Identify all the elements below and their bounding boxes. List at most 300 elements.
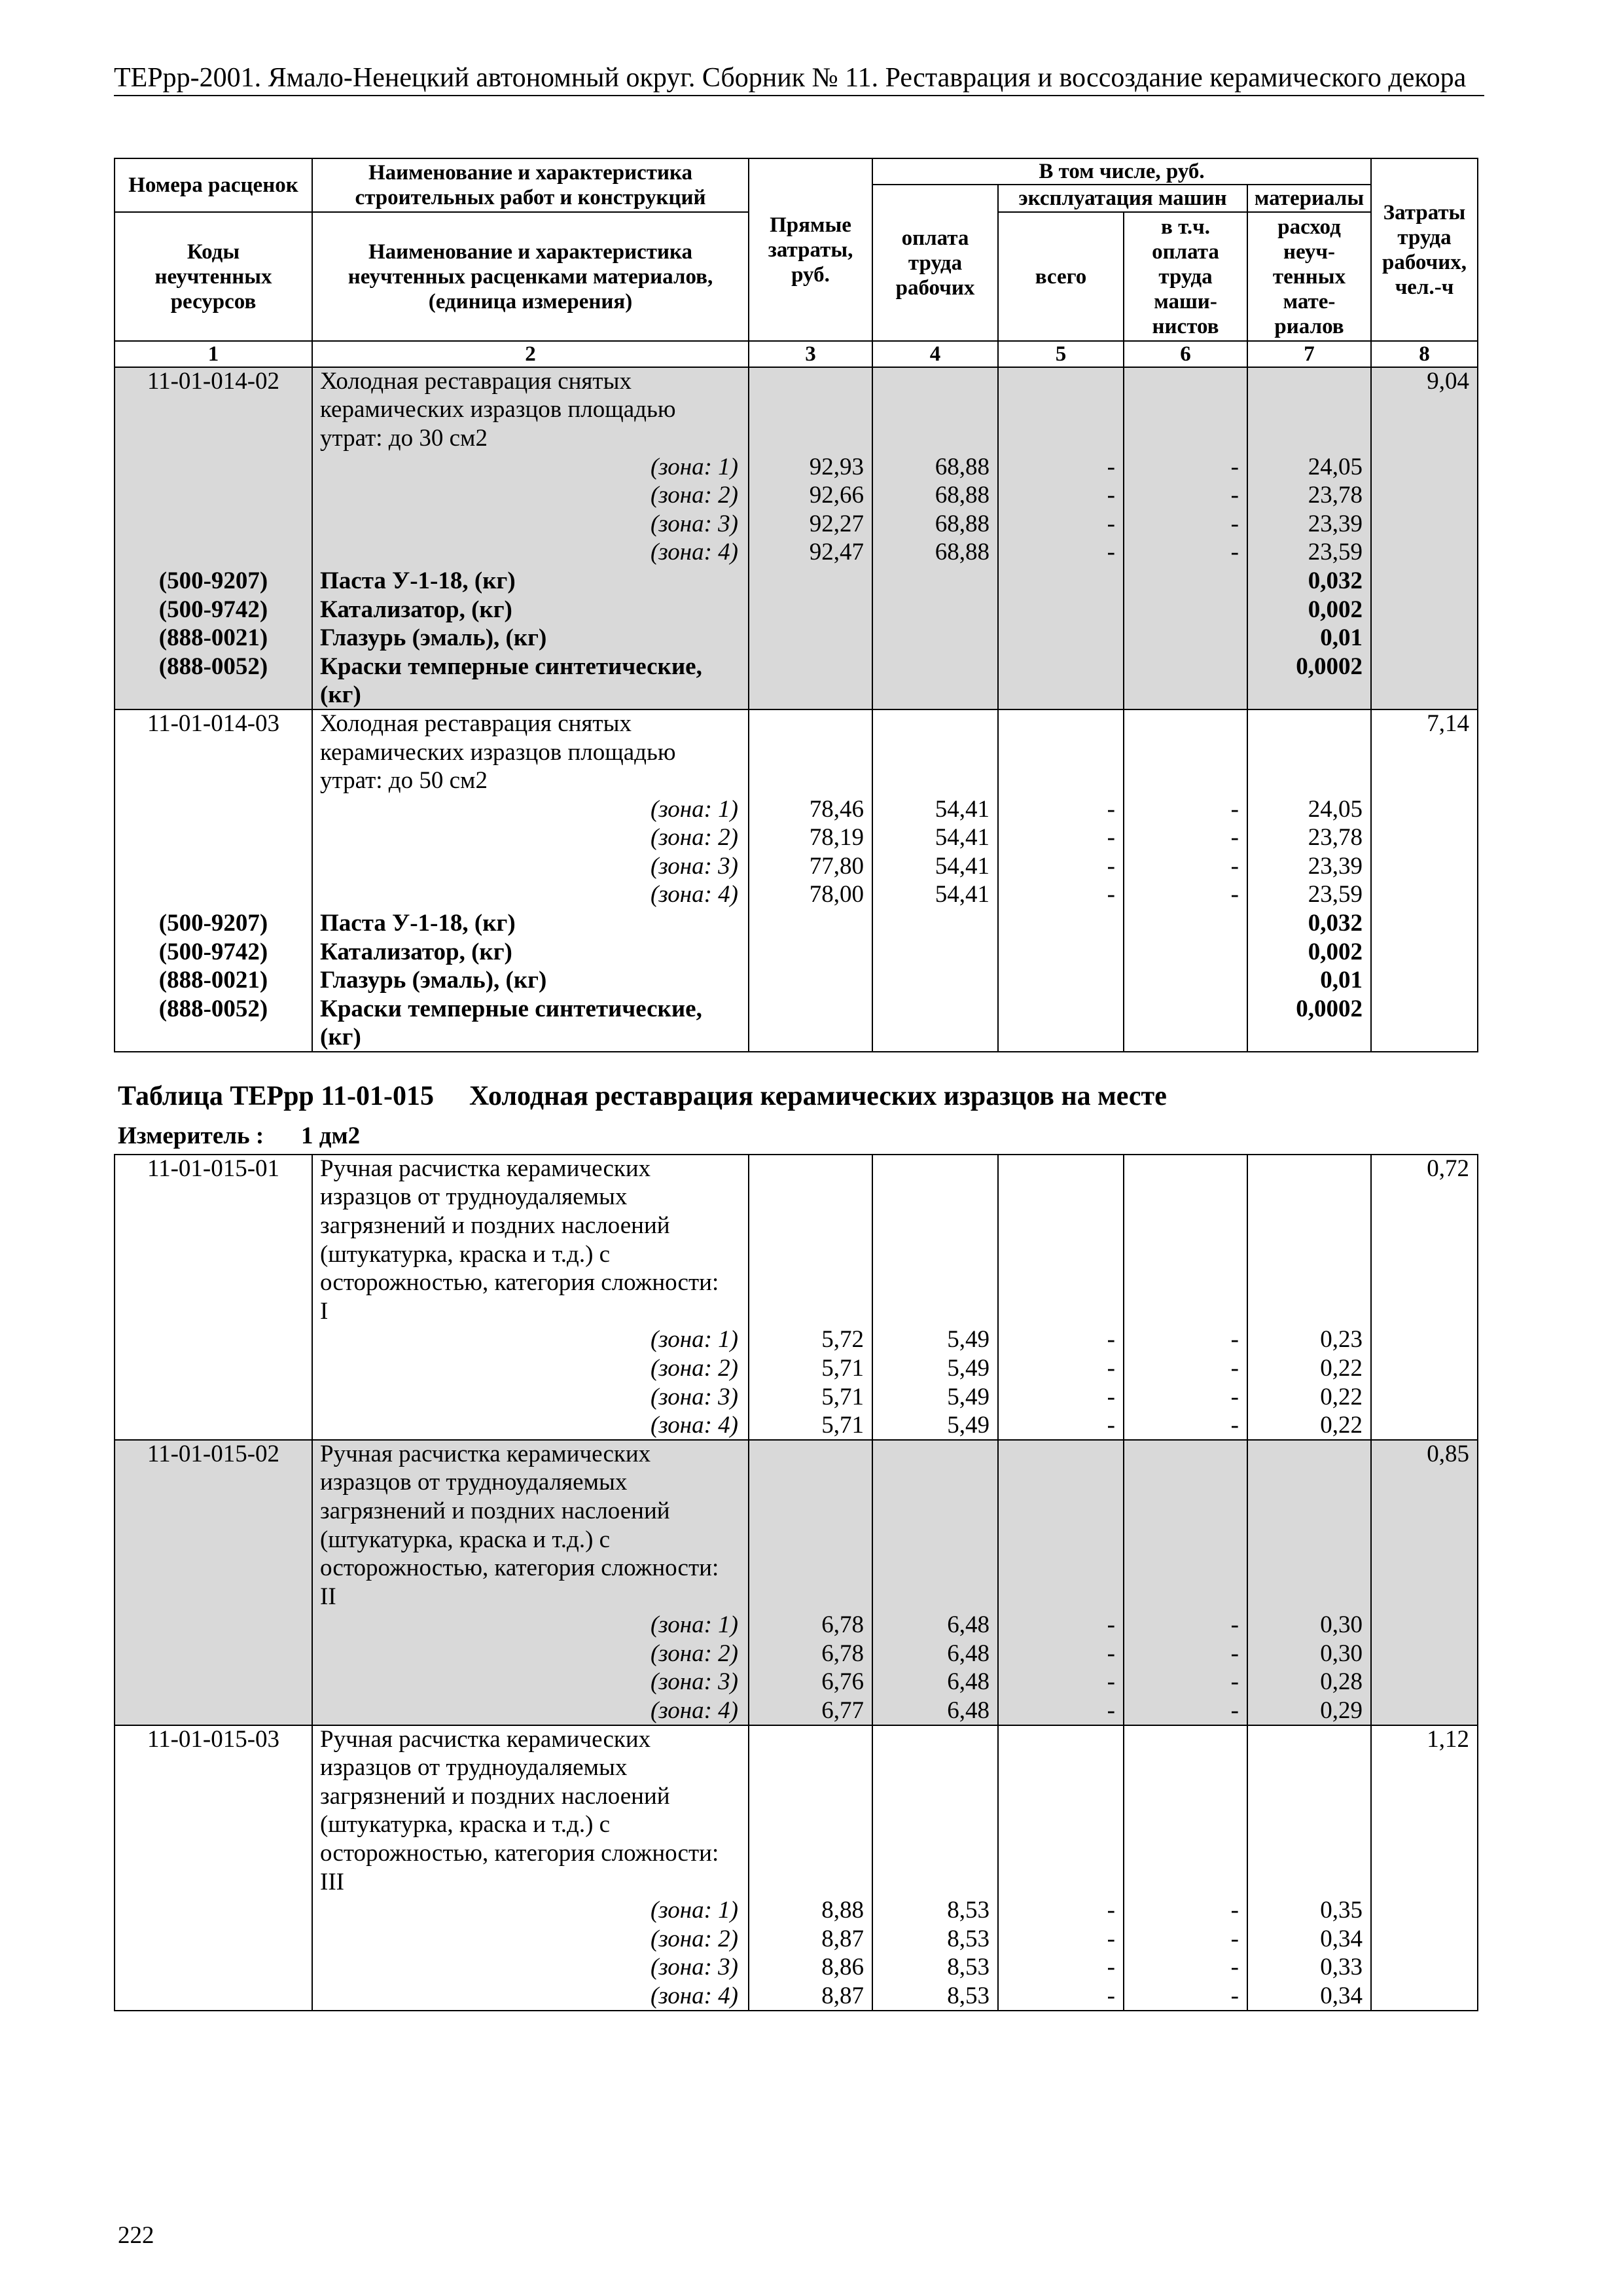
empty-cell	[115, 1753, 312, 1782]
empty-cell	[1371, 596, 1478, 624]
rate-code: 11-01-014-03	[115, 709, 312, 738]
column-number: 3	[749, 341, 872, 367]
materials-cost: 0,28	[1247, 1668, 1371, 1697]
rate-line	[115, 1268, 1478, 1297]
rate-line	[115, 1411, 1478, 1440]
empty-cell	[1247, 1297, 1371, 1326]
empty-cell	[998, 653, 1124, 681]
empty-cell	[749, 1211, 872, 1240]
worker-wages: 68,88	[872, 539, 998, 567]
machinist-wages: -	[1124, 1411, 1247, 1440]
empty-cell	[998, 596, 1124, 624]
zone-label: (зона: 2)	[312, 824, 749, 853]
rate-line	[115, 1896, 1478, 1925]
measure-value: 1 дм2	[301, 1122, 361, 1149]
worker-wages: 5,49	[872, 1411, 998, 1440]
empty-cell	[115, 1526, 312, 1554]
empty-cell	[1247, 1183, 1371, 1212]
labor-cost: 1,12	[1371, 1725, 1478, 1754]
machinist-wages: -	[1124, 453, 1247, 482]
empty-cell	[115, 1183, 312, 1212]
table-title	[118, 1080, 1167, 1113]
empty-cell	[1124, 1211, 1247, 1240]
resource-name: Глазурь (эмаль), (кг)	[312, 624, 749, 653]
rate-line	[115, 1354, 1478, 1383]
empty-cell	[115, 1326, 312, 1355]
rates-table-11-01-014	[114, 158, 1478, 1052]
work-description: изразцов от трудноудаляемых	[312, 1469, 749, 1498]
work-description: осторожностью, категория сложности:	[312, 1268, 749, 1297]
machine-costs: -	[998, 1383, 1124, 1412]
empty-cell	[998, 1753, 1124, 1782]
empty-cell	[1371, 1811, 1478, 1840]
empty-cell	[1371, 539, 1478, 567]
work-description: изразцов от трудноудаляемых	[312, 1753, 749, 1782]
resource-code: (500-9742)	[115, 596, 312, 624]
empty-cell	[749, 681, 872, 710]
empty-cell	[998, 1839, 1124, 1868]
resource-amount: 0,01	[1247, 966, 1371, 995]
empty-cell	[1247, 1526, 1371, 1554]
rate-line	[115, 995, 1478, 1024]
empty-cell	[1371, 1411, 1478, 1440]
machine-costs: -	[998, 1696, 1124, 1725]
machine-costs: -	[998, 881, 1124, 910]
direct-costs: 92,93	[749, 453, 872, 482]
empty-cell	[115, 1782, 312, 1811]
machinist-wages: -	[1124, 1896, 1247, 1925]
machinist-wages: -	[1124, 1383, 1247, 1412]
empty-cell	[1124, 1839, 1247, 1868]
rate-line	[115, 1497, 1478, 1526]
empty-cell	[749, 1839, 872, 1868]
empty-cell	[1371, 966, 1478, 995]
empty-cell	[998, 966, 1124, 995]
empty-cell	[872, 1024, 998, 1052]
table-title-code: Таблица ТЕРрр 11-01-015	[118, 1081, 434, 1111]
direct-costs: 5,72	[749, 1326, 872, 1355]
table-header	[115, 158, 1478, 367]
empty-cell	[115, 1240, 312, 1269]
empty-cell	[872, 396, 998, 425]
header-resource-codes: Коды неучтенных ресурсов	[115, 212, 312, 341]
machinist-wages: -	[1124, 1696, 1247, 1725]
measure-unit	[118, 1122, 360, 1151]
empty-cell	[872, 1211, 998, 1240]
rate-line	[115, 1668, 1478, 1697]
empty-cell	[115, 1411, 312, 1440]
machinist-wages: -	[1124, 795, 1247, 824]
empty-cell	[998, 1211, 1124, 1240]
empty-cell	[1371, 1383, 1478, 1412]
resource-code: (888-0052)	[115, 653, 312, 681]
work-description: керамических изразцов площадью	[312, 396, 749, 425]
empty-cell	[1124, 1782, 1247, 1811]
empty-cell	[749, 738, 872, 767]
work-description: (штукатурка, краска и т.д.) с	[312, 1240, 749, 1269]
empty-cell	[749, 909, 872, 938]
machinist-wages: -	[1124, 1640, 1247, 1668]
empty-cell	[749, 424, 872, 453]
rate-line	[115, 795, 1478, 824]
machine-costs: -	[998, 510, 1124, 539]
work-description: Холодная реставрация снятых	[312, 367, 749, 396]
resource-code: (500-9207)	[115, 567, 312, 596]
empty-cell	[1247, 396, 1371, 425]
empty-cell	[872, 1753, 998, 1782]
empty-cell	[749, 1811, 872, 1840]
empty-cell	[998, 1155, 1124, 1183]
header-work-name: Наименование и характеристика строительных работ и конструкций	[312, 158, 749, 212]
empty-cell	[115, 481, 312, 510]
page-number: 222	[118, 2222, 154, 2249]
resource-code: (500-9207)	[115, 909, 312, 938]
materials-cost: 23,59	[1247, 881, 1371, 910]
work-description: утрат: до 50 см2	[312, 766, 749, 795]
empty-cell	[998, 709, 1124, 738]
empty-cell	[115, 1297, 312, 1326]
materials-cost: 0,30	[1247, 1640, 1371, 1668]
empty-cell	[1371, 852, 1478, 881]
machine-costs: -	[998, 1611, 1124, 1640]
empty-cell	[998, 1868, 1124, 1897]
empty-cell	[872, 367, 998, 396]
empty-cell	[1124, 1725, 1247, 1754]
empty-cell	[1247, 1155, 1371, 1183]
empty-cell	[1124, 766, 1247, 795]
materials-cost: 23,59	[1247, 539, 1371, 567]
empty-cell	[1124, 424, 1247, 453]
empty-cell	[749, 1583, 872, 1611]
empty-cell	[1247, 424, 1371, 453]
resource-code: (888-0021)	[115, 966, 312, 995]
materials-cost: 23,39	[1247, 852, 1371, 881]
zone-label: (зона: 4)	[312, 1982, 749, 2011]
rates-table-11-01-015	[114, 1154, 1478, 2011]
work-description: загрязнений и поздних наслоений	[312, 1497, 749, 1526]
materials-cost: 0,23	[1247, 1326, 1371, 1355]
empty-cell	[115, 396, 312, 425]
empty-cell	[1124, 1297, 1247, 1326]
materials-cost: 0,33	[1247, 1954, 1371, 1982]
empty-cell	[998, 424, 1124, 453]
rate-block	[115, 1725, 1478, 2011]
work-description: утрат: до 30 см2	[312, 424, 749, 453]
empty-cell	[749, 1183, 872, 1212]
labor-cost: 7,14	[1371, 709, 1478, 738]
machinist-wages: -	[1124, 1668, 1247, 1697]
empty-cell	[1124, 681, 1247, 710]
machine-costs: -	[998, 1326, 1124, 1355]
machine-costs: -	[998, 1982, 1124, 2011]
rate-line	[115, 1526, 1478, 1554]
rate-line	[115, 1839, 1478, 1868]
empty-cell	[1371, 481, 1478, 510]
empty-cell	[872, 1839, 998, 1868]
empty-cell	[1371, 453, 1478, 482]
worker-wages: 68,88	[872, 453, 998, 482]
rate-line	[115, 681, 1478, 710]
worker-wages: 8,53	[872, 1896, 998, 1925]
empty-cell	[115, 1839, 312, 1868]
empty-cell	[1371, 653, 1478, 681]
empty-cell	[1371, 1297, 1478, 1326]
machinist-wages: -	[1124, 881, 1247, 910]
empty-cell	[115, 1024, 312, 1052]
empty-cell	[998, 738, 1124, 767]
zone-label: (зона: 1)	[312, 1896, 749, 1925]
worker-wages: 6,48	[872, 1640, 998, 1668]
empty-cell	[1247, 1725, 1371, 1754]
empty-cell	[998, 681, 1124, 710]
empty-cell	[1371, 1024, 1478, 1052]
zone-label: (зона: 3)	[312, 1668, 749, 1697]
empty-cell	[1124, 1526, 1247, 1554]
resource-name: Краски темперные синтетические,	[312, 653, 749, 681]
resource-name: Паста У-1-18, (кг)	[312, 909, 749, 938]
empty-cell	[1371, 396, 1478, 425]
header-machine-total: всего	[998, 212, 1124, 341]
materials-cost: 0,34	[1247, 1982, 1371, 2011]
empty-cell	[115, 1954, 312, 1982]
zone-label: (зона: 1)	[312, 795, 749, 824]
empty-cell	[1247, 1868, 1371, 1897]
empty-cell	[749, 1868, 872, 1897]
empty-cell	[1124, 596, 1247, 624]
column-number: 8	[1371, 341, 1478, 367]
worker-wages: 68,88	[872, 510, 998, 539]
rate-line	[115, 481, 1478, 510]
materials-cost: 0,29	[1247, 1696, 1371, 1725]
machinist-wages: -	[1124, 1982, 1247, 2011]
worker-wages: 54,41	[872, 795, 998, 824]
rate-line	[115, 510, 1478, 539]
empty-cell	[1247, 1497, 1371, 1526]
empty-cell	[1371, 938, 1478, 967]
rate-line	[115, 424, 1478, 453]
worker-wages: 54,41	[872, 824, 998, 853]
empty-cell	[872, 909, 998, 938]
empty-cell	[749, 1155, 872, 1183]
resource-name: (кг)	[312, 1024, 749, 1052]
machinist-wages: -	[1124, 1354, 1247, 1383]
empty-cell	[115, 795, 312, 824]
empty-cell	[1247, 1024, 1371, 1052]
empty-cell	[872, 1297, 998, 1326]
rate-block	[115, 367, 1478, 709]
resource-code: (500-9742)	[115, 938, 312, 967]
materials-cost: 0,22	[1247, 1354, 1371, 1383]
empty-cell	[1371, 681, 1478, 710]
empty-cell	[1124, 1268, 1247, 1297]
direct-costs: 6,76	[749, 1668, 872, 1697]
direct-costs: 92,47	[749, 539, 872, 567]
empty-cell	[872, 624, 998, 653]
rate-line	[115, 1297, 1478, 1326]
empty-cell	[115, 1868, 312, 1897]
zone-label: (зона: 3)	[312, 510, 749, 539]
direct-costs: 6,78	[749, 1640, 872, 1668]
machinist-wages: -	[1124, 852, 1247, 881]
empty-cell	[1124, 396, 1247, 425]
worker-wages: 54,41	[872, 881, 998, 910]
zone-label: (зона: 4)	[312, 539, 749, 567]
rate-line	[115, 1240, 1478, 1269]
empty-cell	[998, 909, 1124, 938]
empty-cell	[872, 1868, 998, 1897]
machine-costs: -	[998, 1668, 1124, 1697]
empty-cell	[1371, 1839, 1478, 1868]
empty-cell	[115, 738, 312, 767]
empty-cell	[1371, 1668, 1478, 1697]
work-description: Холодная реставрация снятых	[312, 709, 749, 738]
empty-cell	[1247, 1211, 1371, 1240]
resource-amount: 0,032	[1247, 909, 1371, 938]
direct-costs: 8,87	[749, 1982, 872, 2011]
resource-name: Краски темперные синтетические,	[312, 995, 749, 1024]
empty-cell	[1124, 995, 1247, 1024]
resource-name: Паста У-1-18, (кг)	[312, 567, 749, 596]
empty-cell	[749, 567, 872, 596]
empty-cell	[749, 1440, 872, 1469]
machine-costs: -	[998, 1640, 1124, 1668]
header-worker-wages: оплата труда рабочих	[872, 185, 998, 341]
empty-cell	[998, 367, 1124, 396]
rate-line	[115, 881, 1478, 910]
machine-costs: -	[998, 1411, 1124, 1440]
empty-cell	[1247, 709, 1371, 738]
empty-cell	[998, 1583, 1124, 1611]
rate-code: 11-01-015-03	[115, 1725, 312, 1754]
empty-cell	[1124, 367, 1247, 396]
empty-cell	[998, 995, 1124, 1024]
empty-cell	[115, 424, 312, 453]
direct-costs: 92,66	[749, 481, 872, 510]
empty-cell	[115, 1696, 312, 1725]
work-description: Ручная расчистка керамических	[312, 1440, 749, 1469]
zone-label: (зона: 1)	[312, 1326, 749, 1355]
empty-cell	[1371, 624, 1478, 653]
rate-line	[115, 709, 1478, 738]
empty-cell	[1371, 995, 1478, 1024]
empty-cell	[1371, 1326, 1478, 1355]
zone-label: (зона: 1)	[312, 453, 749, 482]
worker-wages: 6,48	[872, 1668, 998, 1697]
direct-costs: 5,71	[749, 1383, 872, 1412]
empty-cell	[1247, 1268, 1371, 1297]
empty-cell	[998, 1440, 1124, 1469]
empty-cell	[115, 1583, 312, 1611]
empty-cell	[1124, 966, 1247, 995]
worker-wages: 8,53	[872, 1925, 998, 1954]
zone-label: (зона: 2)	[312, 1925, 749, 1954]
rate-line	[115, 1696, 1478, 1725]
rate-code: 11-01-015-01	[115, 1155, 312, 1183]
zone-label: (зона: 3)	[312, 1954, 749, 1982]
empty-cell	[1124, 1440, 1247, 1469]
machine-costs: -	[998, 795, 1124, 824]
empty-cell	[749, 1297, 872, 1326]
empty-cell	[1247, 738, 1371, 767]
empty-cell	[1247, 1753, 1371, 1782]
empty-cell	[872, 567, 998, 596]
empty-cell	[749, 596, 872, 624]
empty-cell	[749, 1469, 872, 1498]
empty-cell	[872, 709, 998, 738]
worker-wages: 8,53	[872, 1982, 998, 2011]
column-number: 7	[1247, 341, 1371, 367]
empty-cell	[1247, 1839, 1371, 1868]
empty-cell	[998, 938, 1124, 967]
empty-cell	[998, 766, 1124, 795]
rate-line	[115, 1583, 1478, 1611]
empty-cell	[749, 1782, 872, 1811]
empty-cell	[749, 367, 872, 396]
empty-cell	[1371, 1211, 1478, 1240]
resource-code: (888-0021)	[115, 624, 312, 653]
worker-wages: 5,49	[872, 1326, 998, 1355]
resource-amount: 0,002	[1247, 596, 1371, 624]
empty-cell	[115, 1211, 312, 1240]
worker-wages: 68,88	[872, 481, 998, 510]
empty-cell	[749, 1554, 872, 1583]
rate-line	[115, 1554, 1478, 1583]
direct-costs: 6,77	[749, 1696, 872, 1725]
empty-cell	[749, 766, 872, 795]
empty-cell	[1247, 1811, 1371, 1840]
machine-costs: -	[998, 481, 1124, 510]
empty-cell	[749, 653, 872, 681]
empty-cell	[1371, 1554, 1478, 1583]
machine-costs: -	[998, 824, 1124, 853]
work-description: загрязнений и поздних наслоений	[312, 1782, 749, 1811]
empty-cell	[1371, 510, 1478, 539]
rate-line	[115, 1753, 1478, 1782]
rate-line	[115, 1782, 1478, 1811]
empty-cell	[115, 766, 312, 795]
empty-cell	[749, 1725, 872, 1754]
resource-name: Катализатор, (кг)	[312, 596, 749, 624]
rate-line	[115, 1183, 1478, 1212]
empty-cell	[115, 453, 312, 482]
empty-cell	[998, 1469, 1124, 1498]
empty-cell	[1371, 1925, 1478, 1954]
rate-line	[115, 539, 1478, 567]
work-description: II	[312, 1583, 749, 1611]
empty-cell	[115, 1383, 312, 1412]
work-description: III	[312, 1868, 749, 1897]
empty-cell	[1371, 1896, 1478, 1925]
empty-cell	[115, 852, 312, 881]
empty-cell	[749, 995, 872, 1024]
table-title-name: Холодная реставрация керамических изразцов на месте	[469, 1081, 1167, 1111]
empty-cell	[1124, 1554, 1247, 1583]
empty-cell	[998, 396, 1124, 425]
empty-cell	[1371, 766, 1478, 795]
work-description: (штукатурка, краска и т.д.) с	[312, 1811, 749, 1840]
empty-cell	[1124, 1240, 1247, 1269]
empty-cell	[998, 1811, 1124, 1840]
worker-wages: 5,49	[872, 1354, 998, 1383]
empty-cell	[872, 1725, 998, 1754]
empty-cell	[749, 938, 872, 967]
direct-costs: 8,88	[749, 1896, 872, 1925]
machinist-wages: -	[1124, 824, 1247, 853]
work-description: осторожностью, категория сложности:	[312, 1839, 749, 1868]
empty-cell	[1371, 1982, 1478, 2011]
empty-cell	[1371, 567, 1478, 596]
empty-cell	[1247, 766, 1371, 795]
